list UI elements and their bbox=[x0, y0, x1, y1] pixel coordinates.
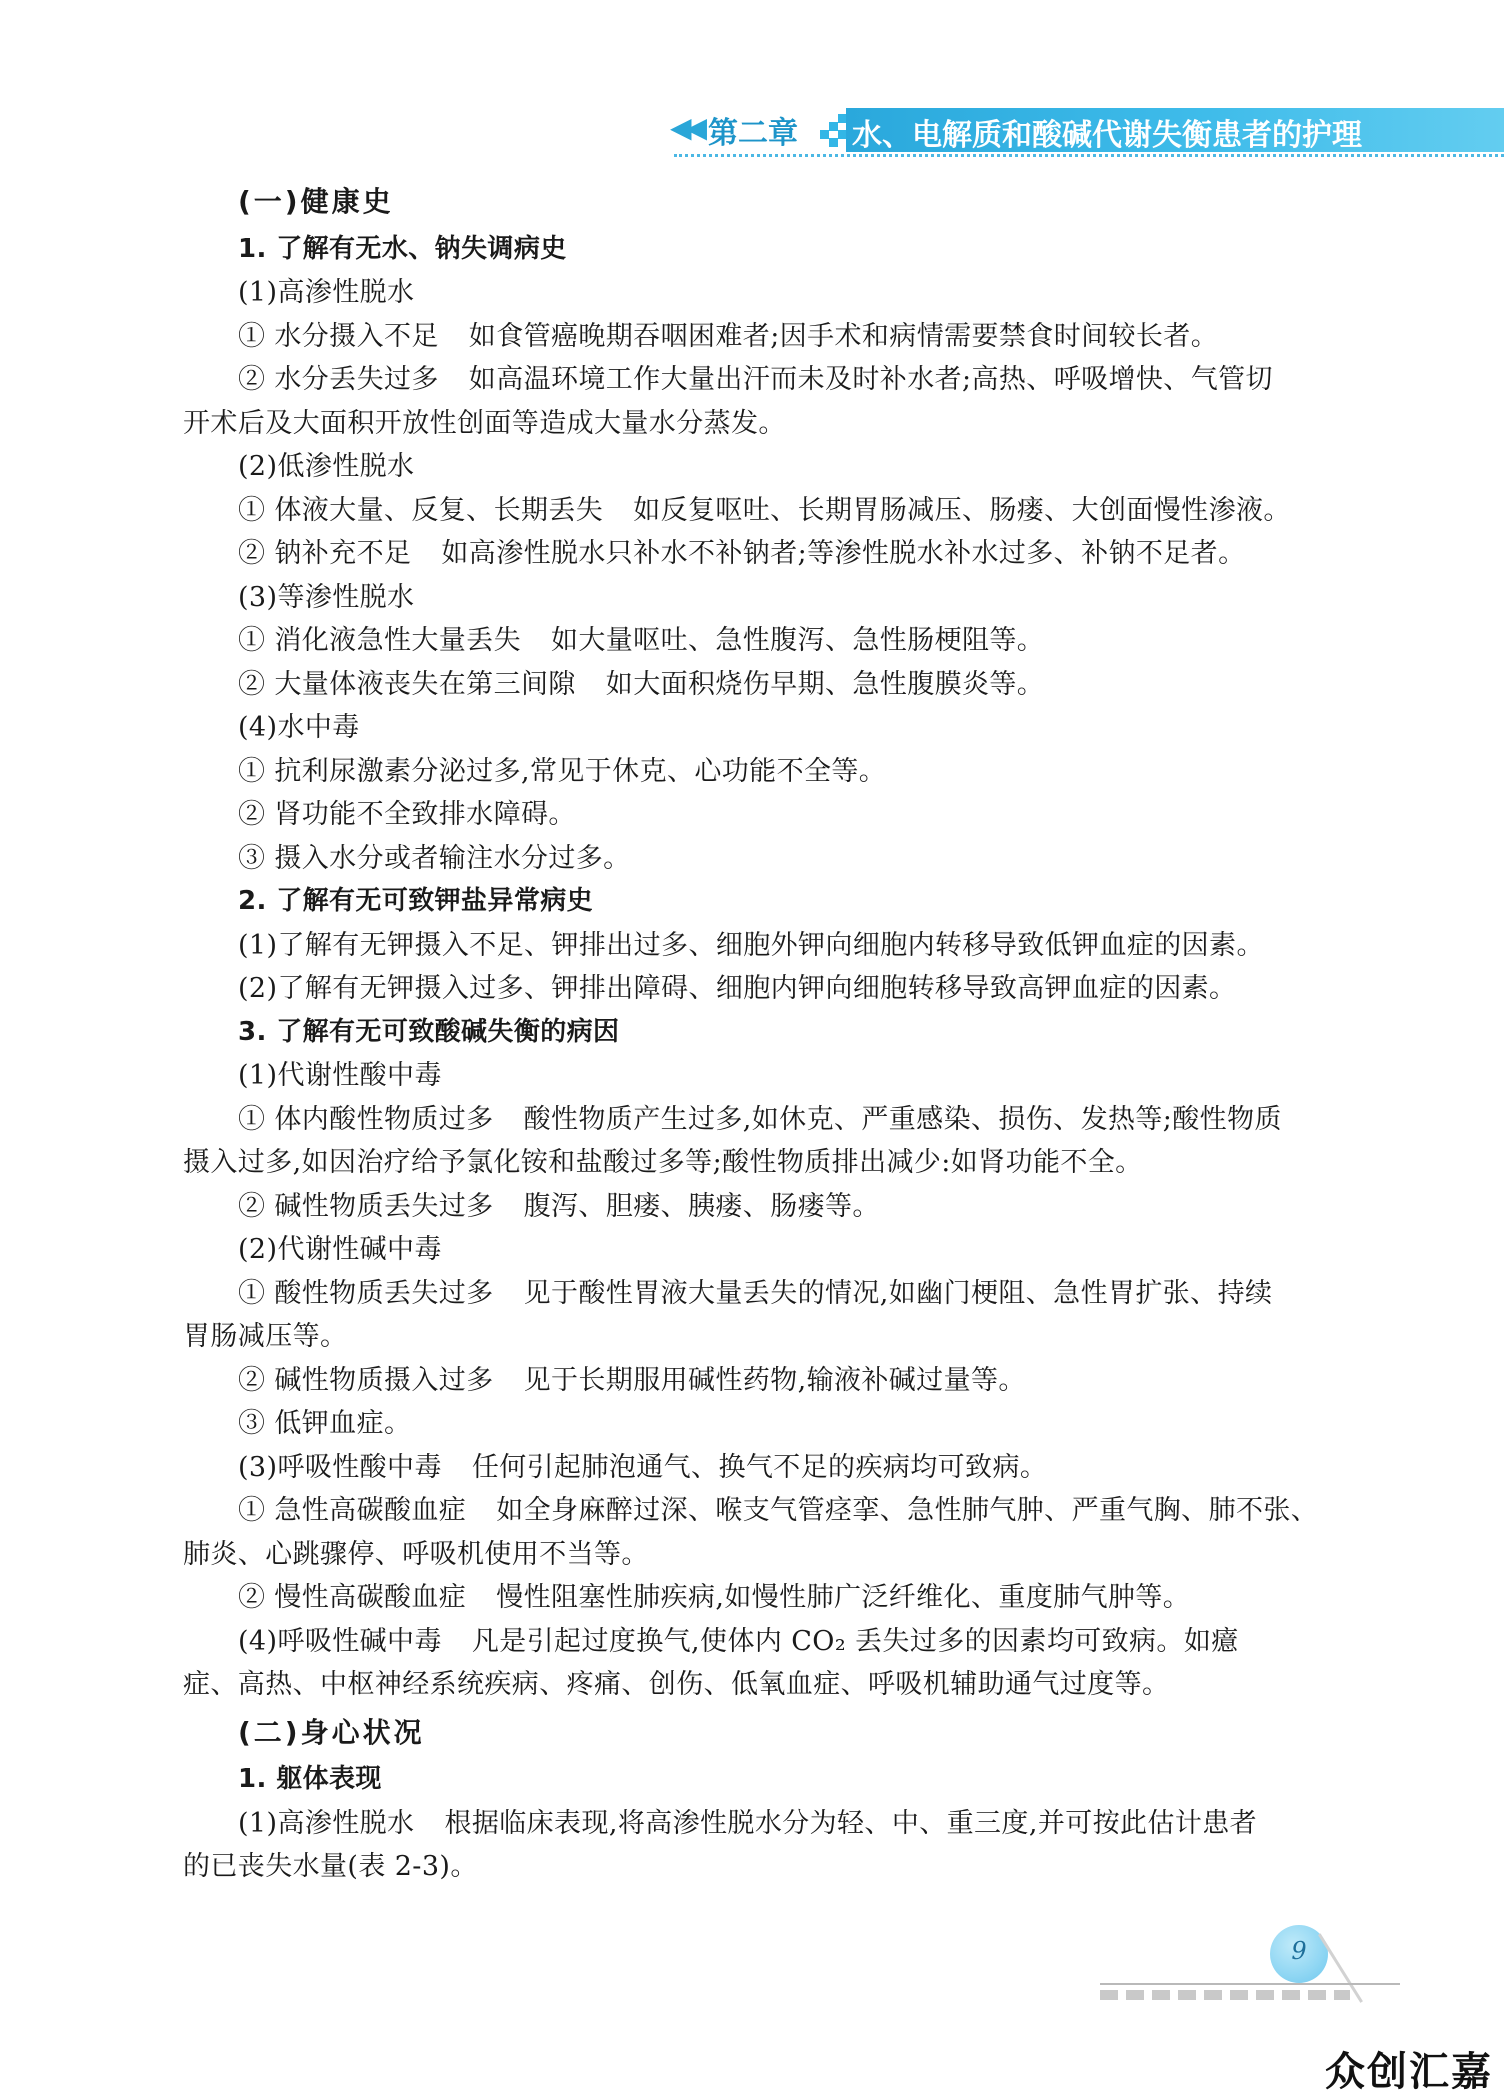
running-header bbox=[670, 104, 1504, 156]
line-text: (3)等渗性脱水 bbox=[238, 581, 415, 613]
term-label: ① 体液大量、反复、长期丢失 bbox=[238, 494, 604, 526]
term-label: ① 酸性物质丢失过多 bbox=[238, 1277, 494, 1309]
line-text: 肺炎、心跳骤停、呼吸机使用不当等。 bbox=[183, 1538, 649, 1570]
line-text: (二)身心状况 bbox=[238, 1715, 425, 1749]
paragraph-continuation bbox=[183, 1141, 1323, 1185]
double-arrow-left-icon: ◀◀ bbox=[670, 111, 702, 144]
paragraph-line bbox=[183, 1098, 1323, 1142]
line-text: 见于长期服用碱性药物,输液补碱过量等。 bbox=[523, 1364, 1026, 1396]
subsection-heading bbox=[183, 1011, 1323, 1055]
line-text: 如大量呕吐、急性腹泻、急性肠梗阻等。 bbox=[550, 625, 1045, 656]
line-text: (2)了解有无钾摄入过多、钾排出障碍、细胞内钾向细胞转移导致高钾血症的因素。 bbox=[238, 973, 1237, 1004]
paragraph-line bbox=[183, 1802, 1323, 1846]
paragraph-line bbox=[183, 445, 1323, 489]
line-text: ② 肾功能不全致排水障碍。 bbox=[238, 799, 576, 830]
paragraph-continuation bbox=[183, 1663, 1323, 1707]
paragraph-line bbox=[183, 1272, 1323, 1316]
paragraph-line bbox=[183, 619, 1323, 663]
line-text: (1)了解有无钾摄入不足、钾排出过多、细胞外钾向细胞内转移导致低钾血症的因素。 bbox=[238, 929, 1264, 961]
line-text: 2. 了解有无可致钾盐异常病史 bbox=[238, 886, 594, 916]
footer-stripes bbox=[1100, 1990, 1350, 2000]
paragraph-continuation bbox=[183, 402, 1323, 446]
line-text: 见于酸性胃液大量丢失的情况,如幽门梗阻、急性胃扩张、持续 bbox=[523, 1277, 1273, 1309]
line-text: 症、高热、中枢神经系统疾病、疼痛、创伤、低氧血症、呼吸机辅助通气过度等。 bbox=[183, 1669, 1170, 1700]
paragraph-continuation bbox=[183, 1315, 1323, 1359]
line-text: 酸性物质产生过多,如休克、严重感染、损伤、发热等;酸性物质 bbox=[523, 1103, 1282, 1135]
paragraph-line bbox=[183, 924, 1323, 968]
paragraph-line bbox=[183, 750, 1323, 794]
paragraph-line bbox=[183, 1359, 1323, 1403]
paragraph-line bbox=[183, 1228, 1323, 1272]
page-body bbox=[183, 176, 1323, 1889]
paragraph-line bbox=[183, 1620, 1323, 1664]
line-text: (2)代谢性碱中毒 bbox=[238, 1234, 442, 1265]
paragraph-line bbox=[183, 663, 1323, 707]
paragraph-line bbox=[183, 315, 1323, 359]
paragraph-continuation bbox=[183, 1533, 1323, 1577]
watermark-text: 众创汇嘉 bbox=[1325, 2049, 1493, 2095]
subsection-heading bbox=[183, 1758, 1323, 1802]
header-dotted-rule bbox=[674, 154, 1504, 157]
paragraph-line bbox=[183, 1446, 1323, 1490]
line-text: 摄入过多,如因治疗给予氯化铵和盐酸过多等;酸性物质排出减少:如肾功能不全。 bbox=[183, 1147, 1143, 1178]
term-label: ② 水分丢失过多 bbox=[238, 364, 439, 395]
paragraph-line bbox=[183, 1185, 1323, 1229]
paragraph-line bbox=[183, 576, 1323, 620]
line-text: (2)低渗性脱水 bbox=[238, 451, 415, 482]
line-text: (1)高渗性脱水 bbox=[238, 277, 415, 308]
term-label: ① 急性高碳酸血症 bbox=[238, 1495, 467, 1526]
line-text: 慢性阻塞性肺疾病,如慢性肺广泛纤维化、重度肺气肿等。 bbox=[496, 1582, 1191, 1613]
paragraph-line bbox=[183, 1054, 1323, 1098]
line-text: 如反复呕吐、长期胃肠减压、肠瘘、大创面慢性渗液。 bbox=[633, 494, 1291, 526]
line-text: 如高渗性脱水只补水不补钠者;等渗性脱水补水过多、补钠不足者。 bbox=[441, 538, 1246, 569]
term-label: ① 体内酸性物质过多 bbox=[238, 1103, 494, 1135]
line-text: 开术后及大面积开放性创面等造成大量水分蒸发。 bbox=[183, 407, 786, 439]
page-number: 9 bbox=[1291, 1937, 1307, 1965]
paragraph-line bbox=[183, 967, 1323, 1011]
line-text: ③ 低钾血症。 bbox=[238, 1408, 412, 1439]
chapter-title: 水、电解质和酸碱代谢失衡患者的护理 bbox=[852, 118, 1362, 153]
term-label: ② 碱性物质丢失过多 bbox=[238, 1190, 494, 1222]
paragraph-line bbox=[183, 1576, 1323, 1620]
term-label: ② 钠补充不足 bbox=[238, 538, 412, 569]
line-text: 的已丧失水量(表 2-3)。 bbox=[183, 1851, 478, 1882]
line-text: 1. 了解有无水、钠失调病史 bbox=[238, 233, 567, 264]
term-label: (4)呼吸性碱中毒 bbox=[238, 1625, 442, 1657]
term-label: ① 水分摄入不足 bbox=[238, 320, 439, 352]
chapter-label: 第二章 bbox=[708, 116, 798, 151]
line-text: 1. 躯体表现 bbox=[238, 1764, 382, 1794]
subsection-heading bbox=[183, 880, 1323, 924]
line-text: 凡是引起过度换气,使体内 CO₂ 丢失过多的因素均可致病。如癔 bbox=[471, 1625, 1239, 1657]
paragraph-line bbox=[183, 358, 1323, 402]
line-text: 3. 了解有无可致酸碱失衡的病因 bbox=[238, 1016, 620, 1047]
paragraph-line bbox=[183, 1402, 1323, 1446]
paragraph-line bbox=[183, 837, 1323, 881]
paragraph-line bbox=[183, 489, 1323, 533]
paragraph-continuation bbox=[183, 1845, 1323, 1889]
paragraph-line bbox=[183, 793, 1323, 837]
term-label: ① 消化液急性大量丢失 bbox=[238, 625, 521, 656]
line-text: 腹泻、胆瘘、胰瘘、肠瘘等。 bbox=[523, 1190, 880, 1222]
line-text: 如高温环境工作大量出汗而未及时补水者;高热、呼吸增快、气管切 bbox=[468, 364, 1273, 395]
line-text: ③ 摄入水分或者输注水分过多。 bbox=[238, 842, 631, 874]
term-label: (1)高渗性脱水 bbox=[238, 1807, 415, 1839]
line-text: (4)水中毒 bbox=[238, 712, 360, 743]
line-text: 如大面积烧伤早期、急性腹膜炎等。 bbox=[605, 668, 1045, 700]
line-text: 如全身麻醉过深、喉支气管痉挛、急性肺气肿、严重气胸、肺不张、 bbox=[496, 1495, 1319, 1526]
paragraph-line bbox=[183, 706, 1323, 750]
line-text: 任何引起肺泡通气、换气不足的疾病均可致病。 bbox=[471, 1451, 1048, 1483]
line-text: 如食管癌晚期吞咽困难者;因手术和病情需要禁食时间较长者。 bbox=[468, 320, 1219, 352]
section-heading bbox=[183, 1711, 1323, 1755]
footer-rule bbox=[1100, 1983, 1400, 1985]
line-text: ① 抗利尿激素分泌过多,常见于休克、心功能不全等。 bbox=[238, 755, 887, 787]
paragraph-line bbox=[183, 532, 1323, 576]
paragraph-line bbox=[183, 1489, 1323, 1533]
subsection-heading bbox=[183, 228, 1323, 272]
term-label: ② 大量体液丧失在第三间隙 bbox=[238, 668, 576, 700]
term-label: ② 慢性高碳酸血症 bbox=[238, 1582, 467, 1613]
term-label: ② 碱性物质摄入过多 bbox=[238, 1364, 494, 1396]
line-text: (一)健康史 bbox=[238, 185, 394, 218]
line-text: (1)代谢性酸中毒 bbox=[238, 1060, 442, 1091]
line-text: 胃肠减压等。 bbox=[183, 1321, 348, 1352]
paragraph-line bbox=[183, 271, 1323, 315]
line-text: 根据临床表现,将高渗性脱水分为轻、中、重三度,并可按此估计患者 bbox=[444, 1807, 1258, 1839]
section-heading bbox=[183, 180, 1323, 224]
term-label: (3)呼吸性酸中毒 bbox=[238, 1451, 442, 1483]
